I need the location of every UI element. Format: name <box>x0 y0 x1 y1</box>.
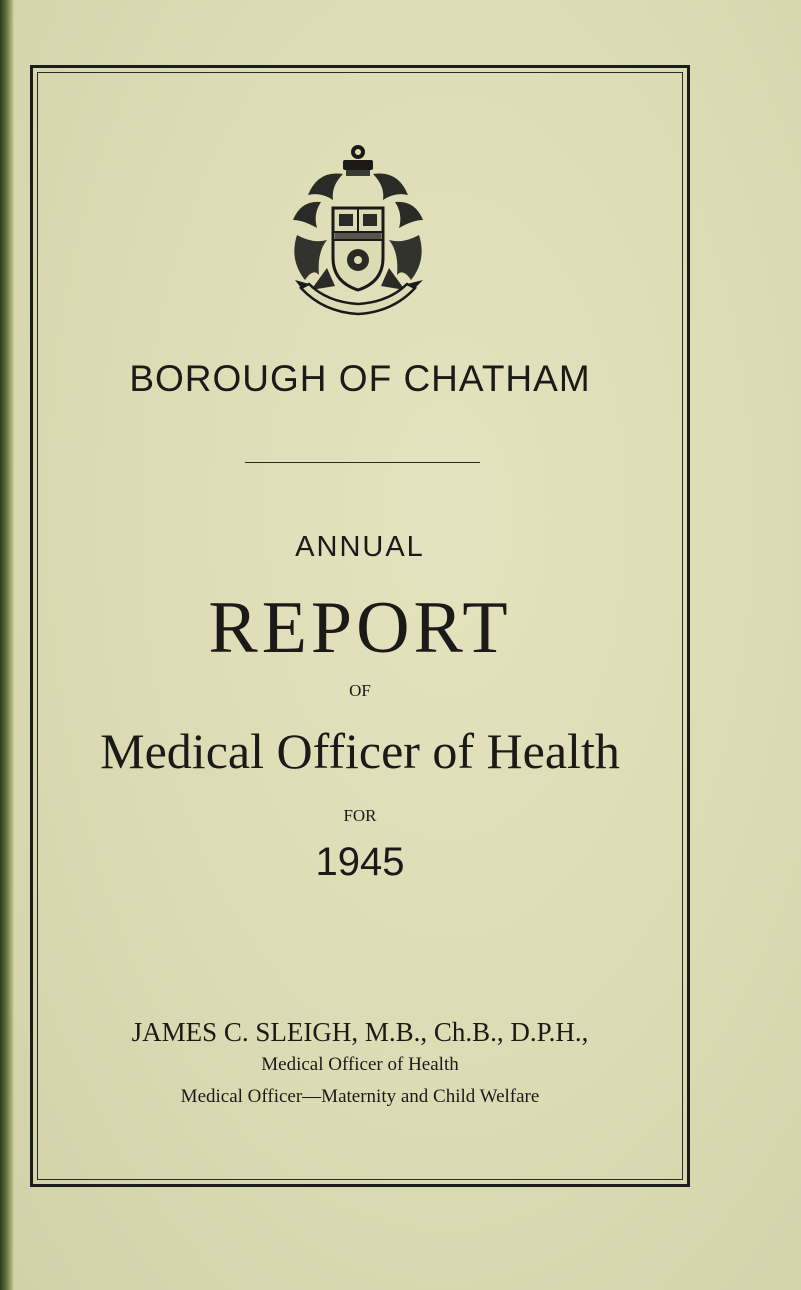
of-label: OF <box>349 681 371 700</box>
for-label: FOR <box>343 806 377 825</box>
report-subject: Medical Officer of Health <box>100 723 620 779</box>
book-spine-edge <box>0 0 14 1290</box>
author-title-2: Medical Officer—Maternity and Child Welfare <box>180 1086 540 1107</box>
borough-title: BOROUGH OF CHATHAM <box>129 358 591 399</box>
divider-rule <box>245 462 480 463</box>
borough-crest-icon <box>283 140 433 318</box>
author-title-1: Medical Officer of Health <box>261 1054 459 1075</box>
report-year: 1945 <box>315 840 405 884</box>
annual-label: ANNUAL <box>295 531 425 563</box>
report-heading: REPORT <box>208 587 512 669</box>
author-name: JAMES C. SLEIGH, M.B., Ch.B., D.P.H., <box>131 1017 589 1047</box>
